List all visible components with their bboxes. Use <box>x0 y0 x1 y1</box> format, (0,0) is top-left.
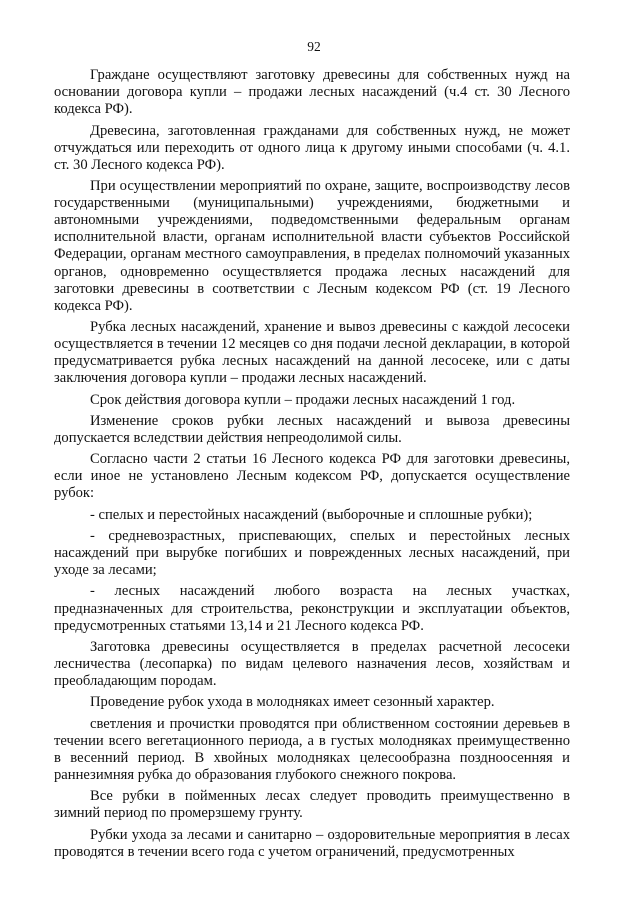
paragraph-logging-terms: Рубка лесных насаждений, хранение и вывоз древесины с каждой лесосеки осуществляется в течении 12 месяцев со дня подачи лесной декларации, в которой предусматривается рубка лесных насаждений на данной лесосеке, или с даты заключения договора купли – продажи лесных насаждений. <box>54 318 570 387</box>
paragraph-contract-validity: Срок действия договора купли – продажи лесных насаждений 1 год. <box>90 391 516 408</box>
list-item-middle-aged-stands: - средневозрастных, приспевающих, спелых и перестойных лесных насаждений при вырубке погибших и поврежденных лесных насаждений, при уходе за лесами; <box>54 527 570 579</box>
paragraph-wood-alienation: Древесина, заготовленная гражданами для собственных нужд, не может отчуждаться или переходить от одного лица к другому иными способами (ч. 4.1. ст. 30 Лесного кодекса РФ). <box>54 122 570 173</box>
paragraph-article-16: Согласно части 2 статьи 16 Лесного кодекса РФ для заготовки древесины, если иное не установлено Лесным кодексом РФ, допускается осуществление рубок: <box>54 451 570 502</box>
list-item-any-age-stands: - лесных насаждений любого возраста на лесных участках, предназначенных для строительства, реконструкции и эксплуатации объектов, предусмотренных статьями 13,14 и 21 Лесного кодекса РФ. <box>54 583 570 634</box>
page-number: 92 <box>307 39 321 54</box>
paragraph-cleaning-thinning: светления и прочистки проводятся при облиственном состоянии деревьев в течении всего вегетационного периода, а в густых молодняках преимущественно в весенний период. В хвойных молодняках целесообразна поздноосенняя и раннезимняя рубка до образования глубокого снежного покрова. <box>54 715 570 783</box>
paragraph-floodplain-forests: Все рубки в пойменных лесах следует проводить преимущественно в зимний период по промерзшему грунту. <box>54 788 570 822</box>
paragraph-sanitary-measures: Рубки ухода за лесами и санитарно – оздоровительные мероприятия в лесах проводятся в течении всего года с учетом ограничений, предусмотренных <box>54 826 570 860</box>
document-page <box>54 38 570 861</box>
paragraph-citizens-harvesting: Граждане осуществляют заготовку древесины для собственных нужд на основании договора купли – продажи лесных насаждений (ч.4 ст. 30 Лесного кодекса РФ). <box>54 67 570 118</box>
paragraph-state-institutions: При осуществлении мероприятий по охране, защите, воспроизводству лесов государственными (муниципальными) учреждениями, бюджетными и автономными учреждениями, подведомственными федеральным органам исполнительной власти, органам исполнительной власти субъектов Российской Федерации, органам местного самоуправления, в пределах полномочий указанных органов, одновременно осуществляется продажа лесных насаждений для заготовки древесины в соответствии с Лесным кодексом РФ (ст. 19 Лесного кодекса РФ). <box>54 178 570 314</box>
paragraph-force-majeure: Изменение сроков рубки лесных насаждений и вывоза древесины допускается вследствии действия непреодолимой силы. <box>54 412 570 446</box>
paragraph-allowable-cut: Заготовка древесины осуществляется в пределах расчетной лесосеки лесничества (лесопарка) по видам целевого назначения лесов, хозяйствам и преобладающим породам. <box>54 638 570 690</box>
list-item-mature-stands: - спелых и перестойных насаждений (выборочные и сплошные рубки); <box>90 506 533 523</box>
paragraph-seasonal-thinning: Проведение рубок ухода в молодняках имеет сезонный характер. <box>90 694 495 711</box>
